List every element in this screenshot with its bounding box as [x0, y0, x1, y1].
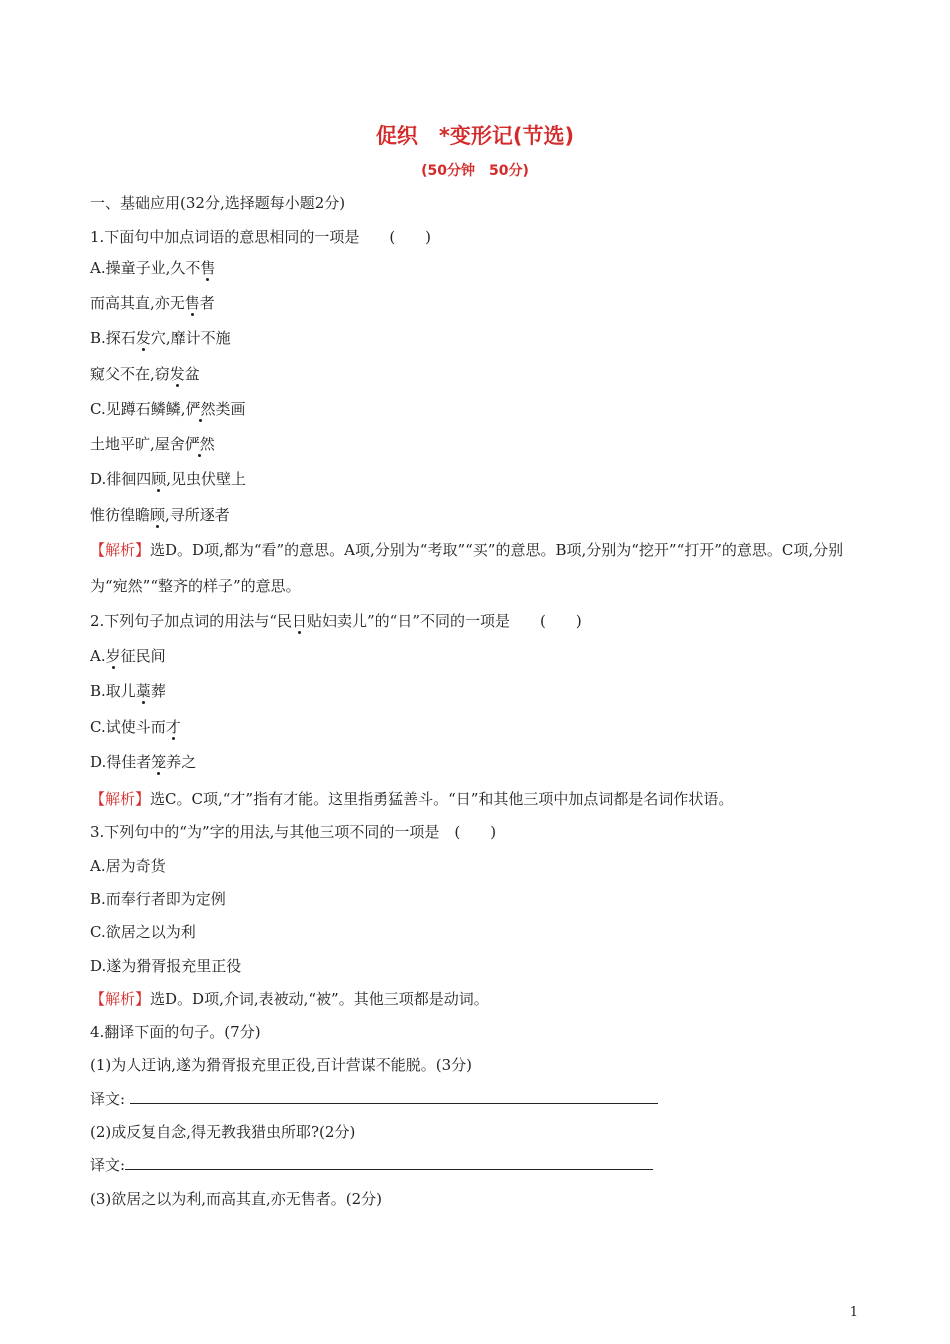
- dotted-word: 发: [169, 365, 185, 383]
- q4-sentence-1: (1)为人迂讷,遂为猾胥报充里正役,百计营谋不能脱。(3分): [90, 1056, 473, 1074]
- q1-option-c-line2: 土地平旷,屋舍俨然: [90, 435, 215, 453]
- q3-option-d: D.遂为猾胥报充里正役: [90, 957, 242, 975]
- analysis-tag: 【解析】: [90, 541, 151, 559]
- q3-option-a: A.居为奇货: [90, 857, 166, 875]
- q1-analysis: 【解析】选D。D项,都为“看”的意思。A项,分别为“考取”“买”的意思。B项,分别为“挖开”“打开”的意思。C项,分别为“宛然”“整齐的样子”的意思。: [90, 541, 844, 595]
- q3-option-b: B.而奉行者即为定例: [90, 890, 226, 908]
- dotted-word: 笼: [151, 753, 167, 771]
- dotted-word: 售: [200, 259, 216, 277]
- section-heading: 一、基础应用(32分,选择题每小题2分): [90, 194, 346, 212]
- dotted-word: 才: [165, 718, 181, 736]
- q4-translation-1: 译文:: [90, 1089, 658, 1109]
- q1-stem: 1.下面句中加点词语的意思相同的一项是 ( ): [90, 228, 432, 246]
- dotted-word: 顾: [151, 470, 167, 488]
- page-subtitle: (50分钟 50分): [421, 163, 529, 179]
- q1-option-d-line2: 惟彷徨瞻顾,寻所逐者: [90, 506, 230, 524]
- page-title: 促织 *变形记(节选): [375, 124, 575, 148]
- q3-stem: 3.下列句中的“为”字的用法,与其他三项不同的一项是 ( ): [90, 823, 497, 841]
- q2-stem: 2.下列句子加点词的用法与“民日贴妇卖儿”的“日”不同的一项是 ( ): [90, 612, 582, 630]
- q1-option-b-line1: B.探石发穴,靡计不施: [90, 329, 231, 347]
- q2-option-a: A.岁征民间: [90, 647, 166, 665]
- q3-option-c: C.欲居之以为利: [90, 923, 196, 941]
- dotted-word: 俨然: [185, 400, 216, 418]
- answer-blank: [125, 1155, 653, 1170]
- dotted-word: 发: [135, 329, 151, 347]
- q4-translation-2: 译文:: [90, 1155, 653, 1175]
- q1-option-b-line2: 窥父不在,窃发盆: [90, 365, 200, 383]
- answer-blank: [130, 1089, 658, 1104]
- q1-option-a-line2: 而高其直,亦无售者: [90, 294, 215, 312]
- q1-option-a-line1: A.操童子业,久不售: [90, 259, 216, 277]
- q4-sentence-2: (2)成反复自念,得无教我猎虫所耶?(2分): [90, 1123, 356, 1141]
- q4-stem: 4.翻译下面的句子。(7分): [90, 1023, 261, 1041]
- analysis-tag: 【解析】: [90, 990, 151, 1008]
- dotted-word: 顾: [150, 506, 166, 524]
- dotted-word: 日: [291, 612, 307, 630]
- q2-option-d: D.得佳者笼养之: [90, 753, 197, 771]
- q2-option-c: C.试使斗而才: [90, 718, 181, 736]
- q1-option-c-line1: C.见蹲石鳞鳞,俨然类画: [90, 400, 246, 418]
- q1-option-d-line1: D.徘徊四顾,见虫伏壁上: [90, 470, 247, 488]
- q4-sentence-3: (3)欲居之以为利,而高其直,亦无售者。(2分): [90, 1190, 383, 1208]
- q2-option-b: B.取儿藁葬: [90, 682, 166, 700]
- dotted-word: 售: [184, 294, 200, 312]
- q2-analysis: 【解析】选C。C项,“才”指有才能。这里指勇猛善斗。“日”和其他三项中加点词都是名词作状语。: [90, 790, 734, 808]
- dotted-word: 岁: [105, 647, 121, 665]
- q3-analysis: 【解析】选D。D项,介词,表被动,“被”。其他三项都是动词。: [90, 990, 489, 1008]
- analysis-tag: 【解析】: [90, 790, 151, 808]
- dotted-word: 俨然: [184, 435, 215, 453]
- dotted-word: 藁: [135, 682, 151, 700]
- page-number: 1: [849, 1305, 858, 1320]
